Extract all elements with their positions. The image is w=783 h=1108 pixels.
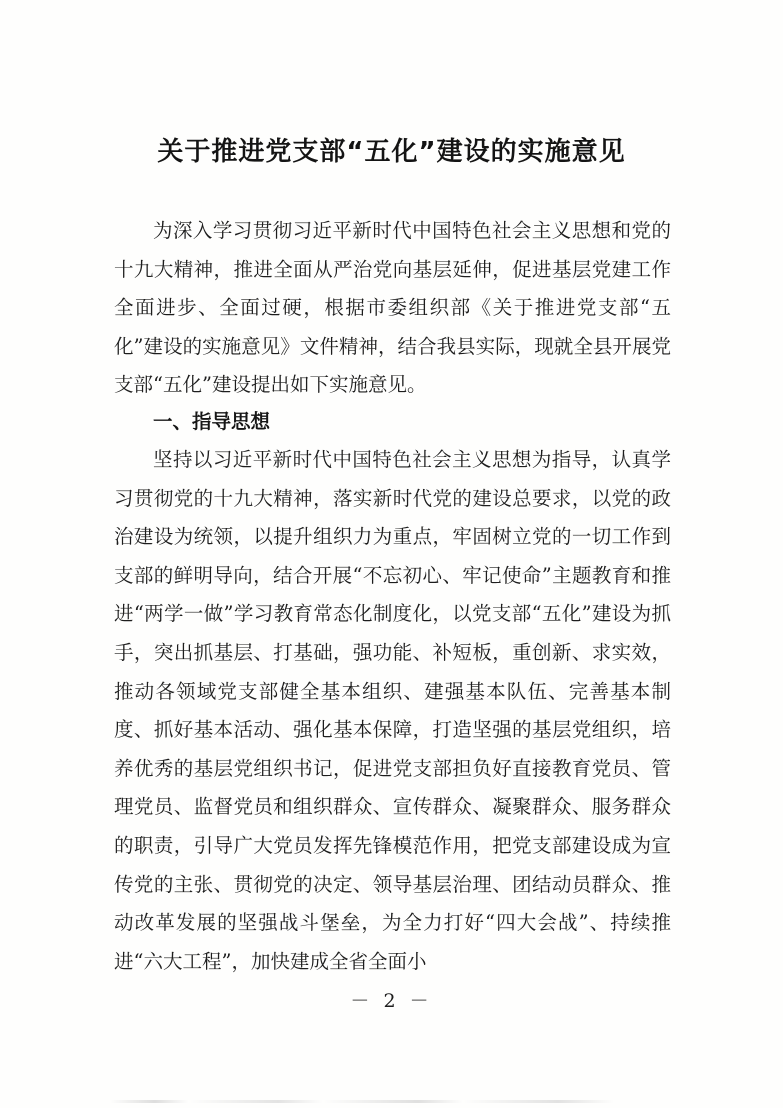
document-title: 关于推进党支部“五化”建设的实施意见 <box>157 137 626 167</box>
section-heading: 一、指导思想 <box>153 410 271 433</box>
page-number: － 2 － <box>350 990 433 1012</box>
bleed-through-mark <box>110 1100 670 1103</box>
intro-paragraph: 为深入学习贯彻习近平新时代中国特色社会主义思想和党的十九大精神，推进全面从严治党向基层延伸，促进基层党建工作全面进步、全面过硬，根据市委组织部《关于推进党支部“五化”建设的实施意见》文件精神，结合我县实际，现就全县开展党支部“五化”建设提出如下实施意见。 <box>114 219 671 397</box>
section-paragraph: 坚持以习近平新时代中国特色社会主义思想为指导，认真学习贯彻党的十九大精神，落实新时代党的建设总要求，以党的政治建设为统领，以提升组织力为重点，牢固树立党的一切工作到支部的鲜明导向，结合开展“不忘初心、牢记使命”主题教育和推进“两学一做”学习教育常态化制度化，以党支部“五化”建设为抓手，突出抓基层、打基础，强功能、补短板，重创新、求实效，推动各领域党支部健全基本组织、建强基本队伍、完善基本制度、抓好基本活动、强化基本保障，打造坚强的基层党组织，培养优秀的基层党组织书记，促进党支部担负好直接教育党员、管理党员、监督党员和组织群众、宣传群众、凝聚群众、服务群众的职责，引导广大党员发挥先锋模范作用，把党支部建设成为宣传党的主张、贯彻党的决定、领导基层治理、团结动员群众、推动改革发展的坚强战斗堡垒，为全力打好“四大会战”、持续推进“六大工程”，加快建成全省全面小 <box>114 448 671 973</box>
